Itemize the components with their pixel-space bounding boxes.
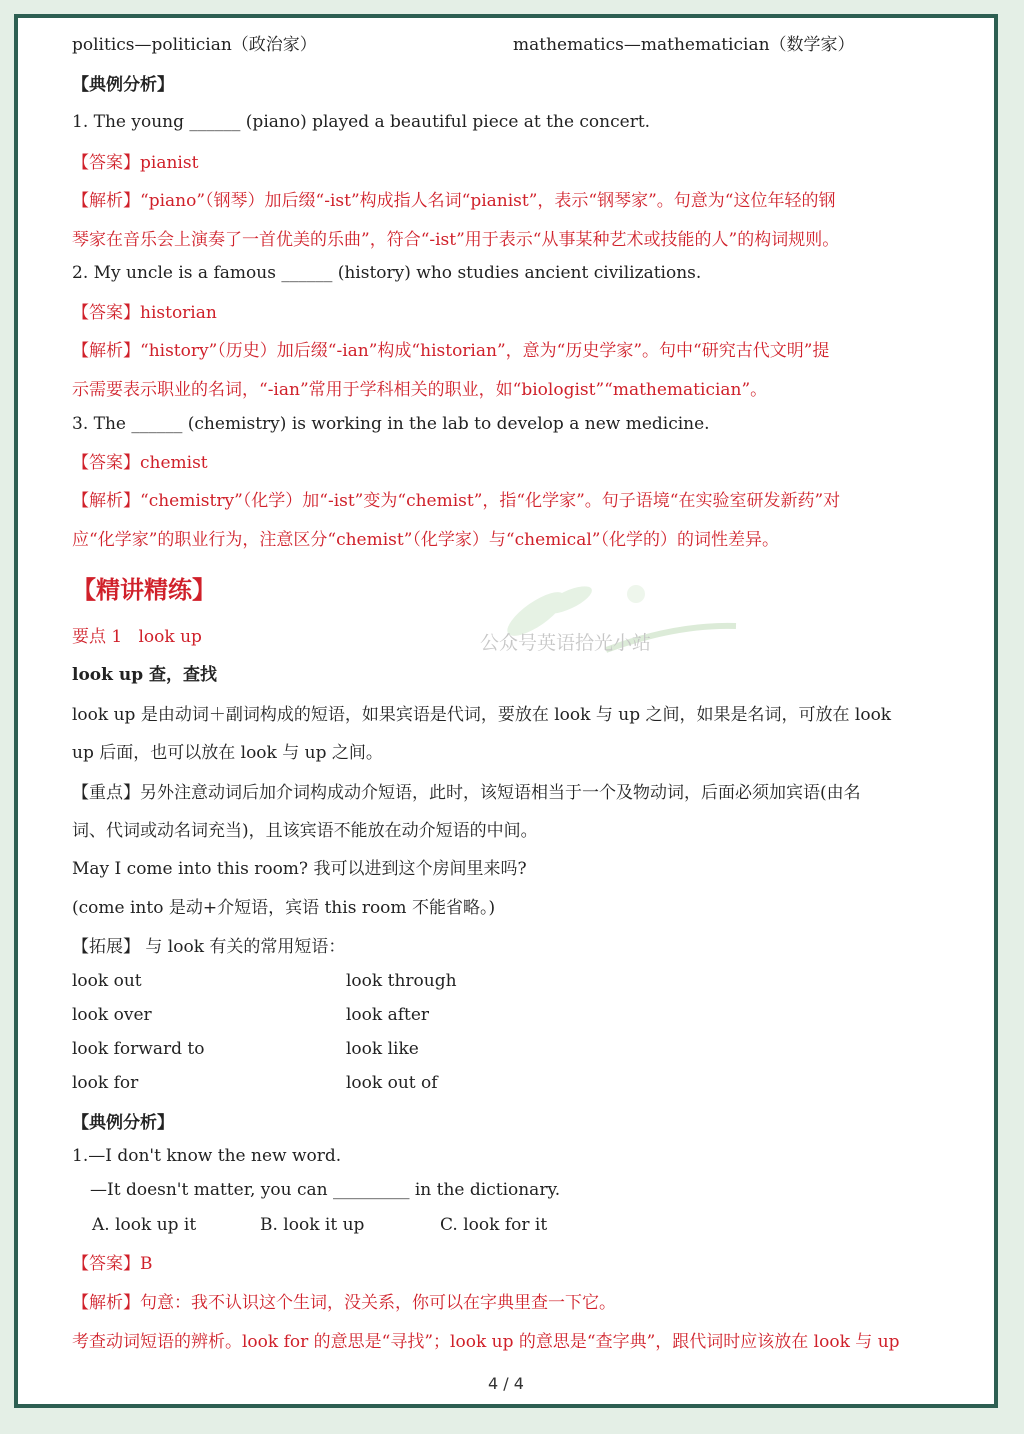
analysis-2-line1 <box>72 336 829 361</box>
section-heading-example-analysis: 【典例分析】 <box>72 75 174 95</box>
analysis-label: 【解析】 <box>72 491 140 511</box>
description-line2: up 后面，也可以放在 look 与 up 之间。 <box>72 743 383 763</box>
question-1-line2: —It doesn't matter, you can _________ in the dictionary. <box>90 1180 561 1200</box>
phrase-item: look out of <box>346 1073 438 1093</box>
answer-1 <box>72 148 198 173</box>
answer-label: 【答案】 <box>72 153 140 173</box>
analysis-2-line2: 示需要表示职业的名词，“-ian”常用于学科相关的职业，如“biologist”“mathematician”。 <box>72 380 768 400</box>
key-note-line2: 词、代词或动名词充当)，且该宾语不能放在动介短语的中间。 <box>72 821 538 841</box>
analysis-3-line1 <box>72 486 840 511</box>
analysis-text: 句意：我不认识这个生词，没关系，你可以在字典里查一下它。 <box>140 1293 616 1313</box>
phrase-item: look after <box>346 1005 430 1025</box>
section-heading-example-analysis-2: 【典例分析】 <box>72 1113 174 1133</box>
extension-heading: 【拓展】 与 look 有关的常用短语： <box>72 937 346 957</box>
section-heading-lecture: 【精讲精练】 <box>72 575 216 604</box>
key-point-label: 要点 1 <box>72 627 123 647</box>
analysis-text: “history”（历史）加后缀“-ian”构成“historian”，意为“历史学家”。句中“研究古代文明”提 <box>140 341 830 361</box>
page-frame <box>14 14 998 1408</box>
answer-section3 <box>72 1249 153 1274</box>
key-point-heading <box>72 622 202 647</box>
answer-label: 【答案】 <box>72 303 140 323</box>
definition-title: look up 查，查找 <box>72 665 217 685</box>
document-page <box>72 18 988 1404</box>
answer-label: 【答案】 <box>72 453 140 473</box>
answer-2 <box>72 298 217 323</box>
answer-3 <box>72 448 208 473</box>
analysis-label: 【解析】 <box>72 341 140 361</box>
phrase-item: look through <box>346 971 457 991</box>
phrase-item: look for <box>72 1073 139 1093</box>
option-a: A. look up it <box>92 1215 197 1235</box>
example-note: (come into 是动+介短语，宾语 this room 不能省略。) <box>72 898 496 918</box>
question-3: 3. The ______ (chemistry) is working in the lab to develop a new medicine. <box>72 414 710 434</box>
option-b: B. look it up <box>260 1215 365 1235</box>
analysis-text: “piano”（钢琴）加后缀“-ist”构成指人名词“pianist”，表示“钢琴家”。句意为“这位年轻的钢 <box>140 191 836 211</box>
answer-text: chemist <box>140 453 208 473</box>
analysis-3-line2: 应“化学家”的职业行为，注意区分“chemist”（化学家）与“chemical”（化学的）的词性差异。 <box>72 530 779 550</box>
analysis-label: 【解析】 <box>72 191 140 211</box>
key-note-line1: 【重点】另外注意动词后加介词构成动介短语，此时，该短语相当于一个及物动词，后面必须加宾语(由名 <box>72 783 861 803</box>
header-right: mathematics—mathematician（数学家） <box>513 35 855 55</box>
key-point-title: look up <box>138 627 202 647</box>
analysis-1-line2: 琴家在音乐会上演奏了一首优美的乐曲”，符合“-ist”用于表示“从事某种艺术或技能的人”的构词规则。 <box>72 230 840 250</box>
option-c: C. look for it <box>440 1215 548 1235</box>
header-left: politics—politician（政治家） <box>72 35 317 55</box>
example-sentence: May I come into this room? 我可以进到这个房间里来吗? <box>72 859 527 879</box>
phrase-item: look out <box>72 971 142 991</box>
analysis-section3-line1 <box>72 1288 616 1313</box>
question-2: 2. My uncle is a famous ______ (history) who studies ancient civilizations. <box>72 263 702 283</box>
analysis-section3-line2: 考查动词短语的辨析。look for 的意思是“寻找”；look up 的意思是“查字典”，跟代词时应该放在 look 与 up <box>72 1332 900 1352</box>
answer-label: 【答案】 <box>72 1254 140 1274</box>
answer-text: B <box>140 1254 153 1274</box>
analysis-1-line1 <box>72 186 836 211</box>
phrase-item: look over <box>72 1005 152 1025</box>
description-line1: look up 是由动词＋副词构成的短语，如果宾语是代词，要放在 look 与 up 之间，如果是名词，可放在 look <box>72 705 892 725</box>
watermark-text: 公众号英语拾光小站 <box>480 632 652 654</box>
analysis-text: “chemistry”（化学）加“-ist”变为“chemist”，指“化学家”。句子语境“在实验室研发新药”对 <box>140 491 841 511</box>
phrase-item: look forward to <box>72 1039 205 1059</box>
answer-text: historian <box>140 303 217 323</box>
phrase-item: look like <box>346 1039 419 1059</box>
question-1-line1: 1.—I don't know the new word. <box>72 1146 342 1166</box>
page-number: 4 / 4 <box>488 1374 524 1393</box>
answer-text: pianist <box>140 153 199 173</box>
analysis-label: 【解析】 <box>72 1293 140 1313</box>
question-1: 1. The young ______ (piano) played a beautiful piece at the concert. <box>72 112 651 132</box>
